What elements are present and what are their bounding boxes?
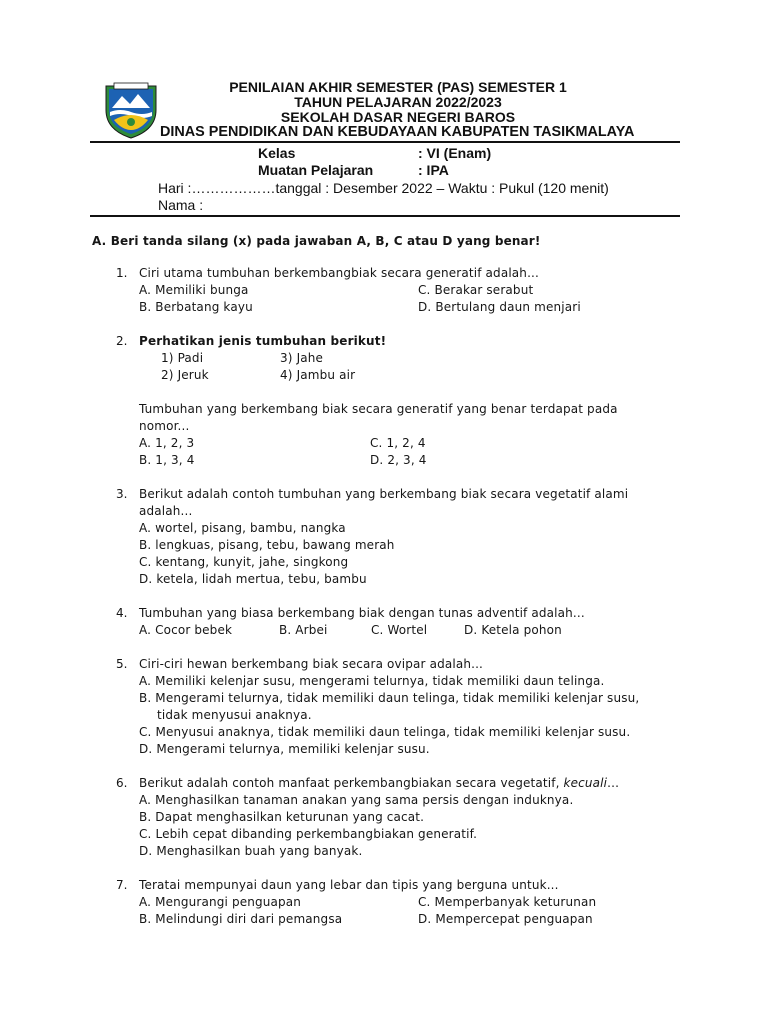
q6-option-c: C. Lebih cepat dibanding perkembangbiakan generatif. xyxy=(139,827,478,841)
q4-option-b: B. Arbei xyxy=(279,623,328,637)
q6-number: 6. xyxy=(116,776,128,790)
info-divider xyxy=(90,215,680,217)
q5-number: 5. xyxy=(116,657,128,671)
q2-option-d: D. 2, 3, 4 xyxy=(370,453,427,467)
q2-option-b: B. 1, 3, 4 xyxy=(139,453,195,467)
q3-option-b: B. lengkuas, pisang, tebu, bawang merah xyxy=(139,538,395,552)
kelas-label: Kelas xyxy=(258,145,296,161)
q4-option-d: D. Ketela pohon xyxy=(464,623,562,637)
department-name: DINAS PENDIDIKAN DAN KEBUDAYAAN KABUPATEN TASIKMALAYA xyxy=(160,124,635,140)
q6-option-b: B. Dapat menghasilkan keturunan yang cacat. xyxy=(139,810,425,824)
school-district-logo xyxy=(100,80,162,140)
q4-option-a: A. Cocor bebek xyxy=(139,623,233,637)
q2-option-c: C. 1, 2, 4 xyxy=(370,436,426,450)
q6-text-end: ... xyxy=(607,776,620,790)
q5-option-d: D. Mengerami telurnya, memiliki kelenjar susu. xyxy=(139,742,430,756)
q1-text: Ciri utama tumbuhan berkembangbiak secara generatif adalah... xyxy=(139,266,539,280)
school-name: SEKOLAH DASAR NEGERI BAROS xyxy=(280,109,516,125)
muatan-label: Muatan Pelajaran xyxy=(258,162,374,178)
q2-item-3: 3) Jahe xyxy=(280,351,324,365)
muatan-value: : IPA xyxy=(418,162,449,178)
q4-text: Tumbuhan yang biasa berkembang biak dengan tunas adventif adalah... xyxy=(139,606,585,620)
q2-item-1: 1) Padi xyxy=(161,351,204,365)
q2-stem-line1: Tumbuhan yang berkembang biak secara generatif yang benar terdapat pada xyxy=(139,402,618,416)
q3-text-line1: Berikut adalah contoh tumbuhan yang berkembang biak secara vegetatif alami xyxy=(139,487,629,501)
hari-tanggal-waktu: Hari :………………tanggal : Desember 2022 – Waktu : Pukul (120 menit) xyxy=(158,180,609,196)
q1-option-b: B. Berbatang kayu xyxy=(139,300,253,314)
q2-number: 2. xyxy=(116,334,128,348)
header-divider xyxy=(90,141,680,143)
q3-option-a: A. wortel, pisang, bambu, nangka xyxy=(139,521,346,535)
q7-text: Teratai mempunyai daun yang lebar dan tipis yang berguna untuk... xyxy=(139,878,559,892)
q2-option-a: A. 1, 2, 3 xyxy=(139,436,195,450)
q1-option-a: A. Memiliki bunga xyxy=(139,283,249,297)
q5-text: Ciri-ciri hewan berkembang biak secara ovipar adalah... xyxy=(139,657,483,671)
q3-option-c: C. kentang, kunyit, jahe, singkong xyxy=(139,555,349,569)
q4-option-c: C. Wortel xyxy=(371,623,428,637)
q6-text xyxy=(139,776,619,791)
q2-item-2: 2) Jeruk xyxy=(161,368,209,382)
q4-number: 4. xyxy=(116,606,128,620)
q2-stem-line2: nomor... xyxy=(139,419,190,433)
q7-number: 7. xyxy=(116,878,128,892)
nama-field: Nama : xyxy=(158,197,204,213)
q5-option-c: C. Menyusui anaknya, tidak memiliki daun telinga, tidak memiliki kelenjar susu. xyxy=(139,725,631,739)
q1-option-d: D. Bertulang daun menjari xyxy=(418,300,581,314)
q6-option-a: A. Menghasilkan tanaman anakan yang sama persis dengan induknya. xyxy=(139,793,574,807)
q7-option-c: C. Memperbanyak keturunan xyxy=(418,895,597,909)
q5-option-b-line2: tidak menyusui anaknya. xyxy=(157,708,312,722)
q6-text-kecuali: kecuali xyxy=(563,776,608,790)
section-a-heading: A. Beri tanda silang (x) pada jawaban A, B, C atau D yang benar! xyxy=(92,234,541,248)
kelas-value: : VI (Enam) xyxy=(418,145,492,161)
school-year: TAHUN PELAJARAN 2022/2023 xyxy=(294,94,502,110)
q3-option-d: D. ketela, lidah mertua, tebu, bambu xyxy=(139,572,367,586)
q6-option-d: D. Menghasilkan buah yang banyak. xyxy=(139,844,363,858)
q3-text-line2: adalah... xyxy=(139,504,193,518)
q2-item-4: 4) Jambu air xyxy=(280,368,356,382)
q1-option-c: C. Berakar serabut xyxy=(418,283,534,297)
q7-option-a: A. Mengurangi penguapan xyxy=(139,895,302,909)
q7-option-d: D. Mempercepat penguapan xyxy=(418,912,593,926)
q7-option-b: B. Melindungi diri dari pemangsa xyxy=(139,912,343,926)
q5-option-a: A. Memiliki kelenjar susu, mengerami telurnya, tidak memiliki daun telinga. xyxy=(139,674,605,688)
q2-text: Perhatikan jenis tumbuhan berikut! xyxy=(139,334,387,348)
q3-number: 3. xyxy=(116,487,128,501)
q1-number: 1. xyxy=(116,266,128,280)
exam-title: PENILAIAN AKHIR SEMESTER (PAS) SEMESTER 1 xyxy=(229,79,567,95)
q5-option-b-line1: B. Mengerami telurnya, tidak memiliki daun telinga, tidak memiliki kelenjar susu, xyxy=(139,691,640,705)
q6-text-main: Berikut adalah contoh manfaat perkembangbiakan secara vegetatif, xyxy=(139,776,560,790)
